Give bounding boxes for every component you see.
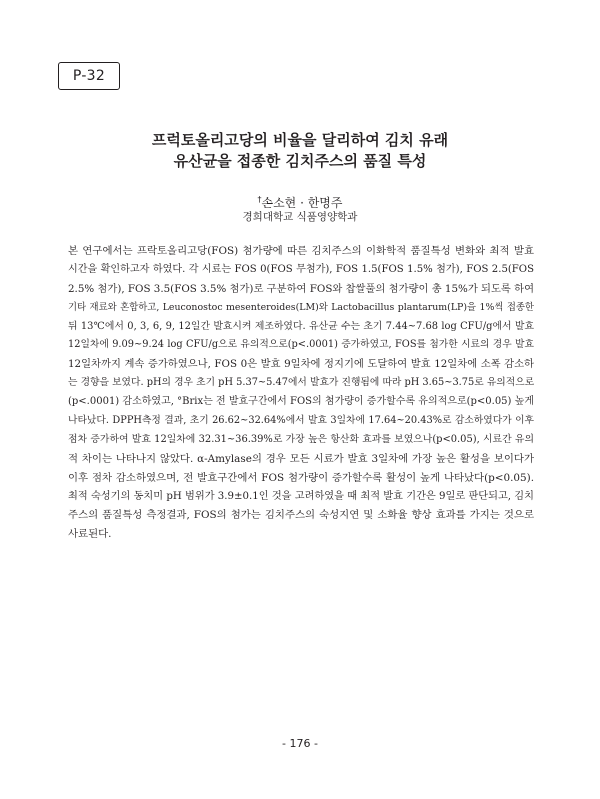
- abstract-line: 나타났다. DPPH측정 결과, 초기 26.62~32.64%에서 발효 3일차에 17.64~20.43%로 감소하였다가 이후: [68, 415, 534, 427]
- author-names: 손소현 · 한명주: [261, 196, 343, 210]
- affiliation: 경희대학교 식품영양학과: [242, 211, 358, 223]
- poster-number-badge: P-32: [58, 62, 120, 90]
- corresponding-author-mark: †: [257, 195, 262, 204]
- paper-title-line-1: 프럭토올리고당의 비율을 달리하여 김치 유래: [151, 131, 449, 149]
- author-list: [0, 192, 600, 211]
- abstract-line: 최적 숙성기의 동치미 pH 범위가 3.9±0.1인 것을 고려하였을 때 최적 발효 기간은 9일로 판단되고, 김치: [68, 490, 534, 502]
- paper-title-line-2: 유산균을 접종한 김치주스의 품질 특성: [173, 152, 427, 170]
- abstract-line: 12일차에 9.09~9.24 log CFU/g으로 유의적으로(p<.0001) 증가하였고, FOS를 첨가한 시료의 경우 발효: [68, 339, 534, 351]
- abstract-line: 2.5% 첨가), FOS 3.5(FOS 3.5% 첨가)로 구분하여 FOS와 찹쌀풀의 첨가량이 총 15%가 되도록 하여: [68, 282, 534, 295]
- abstract-body: [68, 242, 534, 544]
- abstract-line: 12일차까지 계속 증가하였으나, FOS 0은 발효 9일차에 정지기에 도달하여 발효 12일차에 소폭 감소하: [68, 358, 534, 371]
- abstract-line: 주스의 품질특성 측정결과, FOS의 첨가는 김치주스의 숙성지연 및 소화율 향상 효과를 가지는 것으로: [68, 509, 534, 522]
- abstract-line: 뒤 13℃에서 0, 3, 6, 9, 12일간 발효시켜 제조하였다. 유산균 수는 초기 7.44~7.68 log CFU/g에서 발효: [68, 320, 534, 332]
- abstract-line: 적 차이는 나타나지 않았다. α-Amylase의 경우 모든 시료가 발효 3일차에 가장 높은 활성을 보이다가: [68, 452, 534, 465]
- abstract-line: (p<.0001) 감소하였고, °Brix는 전 발효구간에서 FOS의 첨가량이 증가할수록 유의적으로(p<0.05) 높게: [68, 396, 534, 408]
- abstract-line: 시간을 확인하고자 하였다. 각 시료는 FOS 0(FOS 무첨가), FOS 1.5(FOS 1.5% 첨가), FOS 2.5(FOS: [68, 263, 534, 275]
- abstract-line: 점차 증가하여 발효 12일차에 32.31~36.39%로 가장 높은 항산화 효과를 보였으나(p<0.05), 시료간 유의: [68, 433, 534, 445]
- abstract-line: 본 연구에서는 프락토올리고당(FOS) 첨가량에 따른 김치주스의 이화학적 품질특성 변화와 최적 발효: [68, 245, 534, 257]
- abstract-line: 사료된다.: [68, 528, 112, 541]
- abstract-line: 는 경향을 보였다. pH의 경우 초기 pH 5.37~5.47에서 발효가 진행됨에 따라 pH 3.65~3.75로 유의적으로: [68, 377, 534, 389]
- abstract-line: 이후 점차 감소하였으며, 전 발효구간에서 FOS 첨가량이 증가할수록 활성이 높게 나타났다(p<0.05).: [68, 471, 534, 484]
- abstract-line: 기타 재료와 혼합하고, Leuconostoc mesenteroides(LM)와 Lactobacillus plantarum(LP)을 1%씩 접종한: [68, 301, 534, 313]
- page-number: - 176 -: [282, 737, 318, 750]
